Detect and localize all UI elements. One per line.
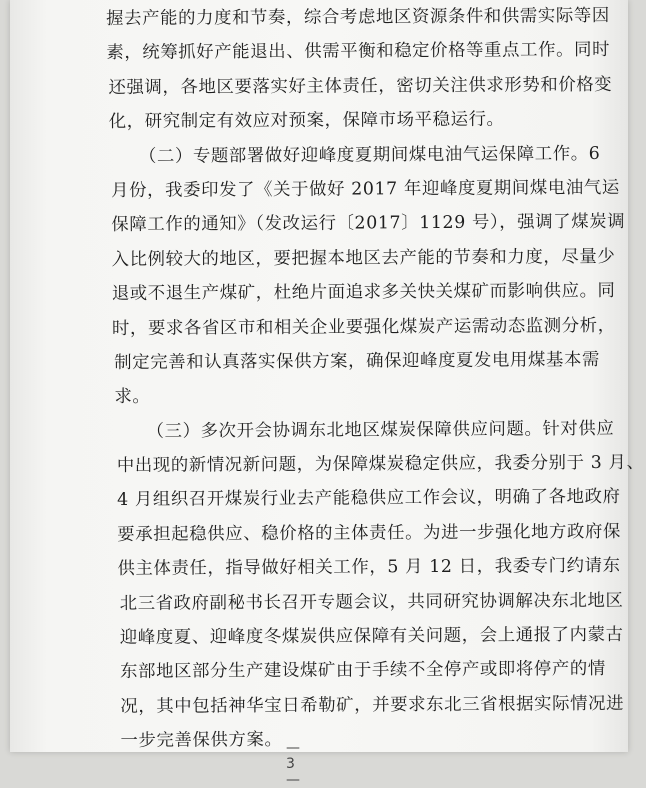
text-line: 供主体责任，指导做好相关工作，5 月 12 日，我委专门约请东 xyxy=(117,556,621,580)
text-line: 求。 xyxy=(114,387,151,408)
text-line: 迎峰度夏、迎峰度冬煤炭供应保障有关问题，会上通报了内蒙古 xyxy=(119,624,624,648)
text-line: 制定完善和认真落实保供方案，确保迎峰度夏发电用煤基本需 xyxy=(114,349,601,373)
text-line: 握去产能的力度和节奏，综合考虑地区资源条件和供需实际等因 xyxy=(106,5,610,29)
text-line: 时，要求各省区市和相关企业要强化煤炭产运需动态监测分析， xyxy=(111,315,616,339)
text-line: 4 月组织召开煤炭行业去产能稳供应工作会议，明确了各地政府 xyxy=(116,487,621,511)
text-line: 中出现的新情况新问题，为保障煤炭稳定供应，我委分别于 3 月、 xyxy=(116,452,645,477)
text-line: 化，研究制定有效应对预案，保障市场平稳运行。 xyxy=(108,109,505,133)
text-line: 况，其中包括神华宝日希勒矿，并要求东北三省根据实际情况进 xyxy=(120,693,625,717)
page-number: — 3 — xyxy=(286,740,312,788)
document-body xyxy=(106,0,645,788)
paragraph-heading-line: （二）专题部署做好迎峰度夏期间煤电油气运保障工作。6 xyxy=(138,143,601,167)
text-line: 一步完善保供方案。 xyxy=(120,730,283,752)
text-line: 还强调，各地区要落实好主体责任，密切关注供求形势和价格变 xyxy=(108,74,613,98)
text-line: 北三省政府副秘书长召开专题会议，共同研究协调解决东北地区 xyxy=(119,590,624,614)
text-line: 退或不退生产煤矿，杜绝片面追求多关快关煤矿而影响供应。同 xyxy=(111,281,616,305)
text-line: 要承担起稳供应、稳价格的主体责任。为进一步强化地方政府保 xyxy=(117,521,622,545)
text-line: 东部地区部分生产建设煤矿由于手续不全停产或即将停产的情 xyxy=(120,659,606,683)
paragraph-heading-line: （三）多次开会协调东北地区煤炭保障供应问题。针对供应 xyxy=(146,418,615,442)
text-line: 入比例较大的地区，要把握本地区去产能的节奏和力度，尽量少 xyxy=(111,246,616,270)
text-line: 保障工作的通知》（发改运行〔2017〕1129 号），强调了煤炭调 xyxy=(111,212,626,236)
document-page xyxy=(10,0,645,788)
text-line: 月份，我委印发了《关于做好 2017 年迎峰度夏期间煤电油气运 xyxy=(111,177,620,201)
text-line: 素，统筹抓好产能退出、供需平衡和稳定价格等重点工作。同时 xyxy=(106,40,611,64)
